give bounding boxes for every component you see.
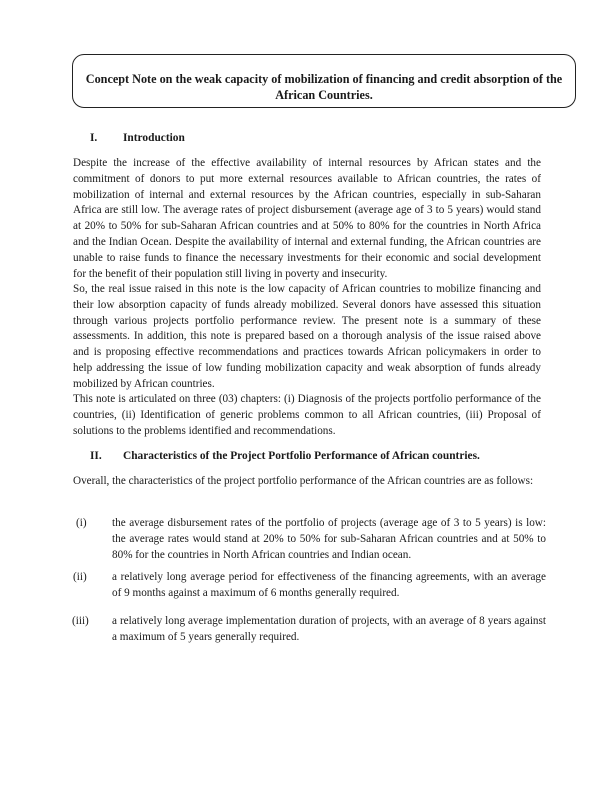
list-item [73,570,546,604]
section-title: Characteristics of the Project Portfolio Performance of African countries. [123,450,480,462]
list-item-text: a relatively long average period for effectiveness of the financing agreements, with an average of 9 months against a maximum of 6 months generally required. [112,571,546,599]
section-heading-characteristics [90,449,550,463]
section-number: I. [90,132,98,144]
section-heading-introduction [90,131,390,145]
list-item-number: (ii) [73,571,87,583]
section-number: II. [90,450,102,462]
list-item-text: a relatively long average implementation duration of projects, with an average of 8 years against a maximum of 5 years generally required. [112,615,546,643]
list-item-number: (iii) [72,615,89,627]
paragraph-structure: This note is articulated on three (03) chapters: (i) Diagnosis of the projects portfolio performance of the countries, (ii) Identification of generic problems common to all African countries, (iii) Proposal of solutions to the problems identified and recommendations. [73,393,541,437]
document-title: Concept Note on the weak capacity of mobilization of financing and credit absorption of the African Countries. [85,72,563,102]
list-item [72,614,546,648]
list-item [76,516,546,566]
paragraph-issue: So, the real issue raised in this note is the low capacity of African countries to mobilize financing and their low absorption capacity of funds already mobilized. Several donors have assessed this situation through various projects portfolio performance review. The present note is a summary of these assessments. In addition, this note is prepared based on a thorough analysis of the issue raised above and is proposing effective recommendations and practices towards African policymakers in order to help addressing the issue of low funding mobilization capacity and weak absorption of funds already mobilized by African countries. [73,283,541,390]
paragraph-intro: Despite the increase of the effective availability of internal resources by African states and the commitment of donors to put more external resources available to African countries, the rates of mobilization of internal and external resources by the African countries, especially in sub-Saharan Africa are still low. The average rates of project disbursement (average age of 3 to 5 years) would stand at 20% to 50% for sub-Saharan African countries and at 50% to 80% for the countries in North Africa and the Indian Ocean. Despite the availability of internal and external funding, the African countries are unable to raise funds to finance the necessary investments for their economic and social development for the benefit of their population still living in poverty and insecurity. [73,157,541,280]
list-item-number: (i) [76,517,87,529]
section-title: Introduction [123,132,185,144]
paragraph-overall: Overall, the characteristics of the project portfolio performance of the African countries are as follows: [73,475,534,487]
list-item-text: the average disbursement rates of the portfolio of projects (average age of 3 to 5 years) is low: the average rates would stand at 20% to 50% for sub-Saharan African countries and at 50% to 80% for the countries in North African countries and Indian ocean. [112,517,546,561]
